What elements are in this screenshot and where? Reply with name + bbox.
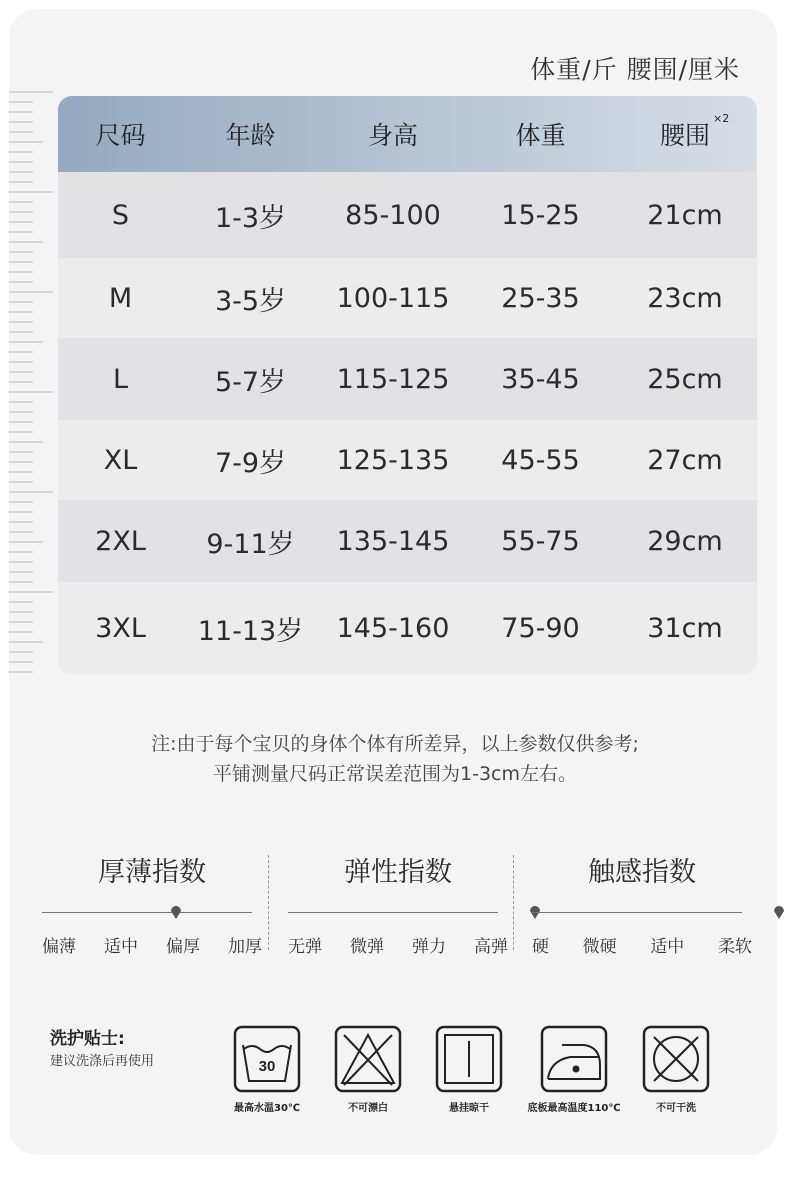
- table-cell: L: [112, 363, 129, 395]
- table-cell: 3-5岁: [214, 285, 287, 317]
- table-cell: M: [108, 282, 133, 314]
- pin-icon: [529, 906, 541, 920]
- care-label: 底板最高温度110℃: [527, 1103, 621, 1114]
- table-cell: 45-55: [501, 444, 580, 476]
- note-line-2: 平铺测量尺码正常误差范围为1-3cm左右。: [213, 763, 577, 785]
- table-cell: 15-25: [501, 199, 580, 231]
- thickness-index: [42, 850, 262, 957]
- thickness-label: 偏薄: [42, 937, 76, 957]
- care-label: 悬挂晾干: [449, 1103, 489, 1114]
- elasticity-scale-line: [288, 912, 498, 913]
- table-cell: 2XL: [95, 525, 146, 557]
- touch-label: 硬: [532, 937, 549, 957]
- care-label: 最高水温30℃: [233, 1103, 301, 1114]
- table-cell: 27cm: [647, 444, 723, 476]
- table-cell: 135-145: [336, 525, 450, 557]
- care-title: 洗护贴士:: [50, 1029, 125, 1049]
- elasticity-title: 弹性指数: [344, 857, 452, 888]
- table-row: [58, 172, 757, 258]
- thickness-scale-line: [42, 912, 252, 913]
- table-cell: 25-35: [501, 282, 580, 314]
- thickness-label: 加厚: [228, 937, 262, 957]
- no-dry-clean-icon: [642, 1025, 710, 1093]
- header-size: 尺码: [95, 121, 146, 150]
- care-subtitle: 建议洗涤后再使用: [50, 1054, 155, 1069]
- table-cell: XL: [103, 444, 138, 476]
- touch-label: 微硬: [582, 937, 617, 957]
- header-height: 身高: [367, 121, 418, 150]
- elasticity-label: 高弹: [474, 937, 508, 957]
- hang-dry-icon: [435, 1025, 503, 1093]
- unit-label: 体重/斤 腰围/厘米: [530, 55, 740, 84]
- table-cell: 115-125: [336, 363, 450, 395]
- table-cell: 55-75: [501, 525, 580, 557]
- table-cell: 23cm: [647, 282, 723, 314]
- table-cell: 29cm: [647, 525, 723, 557]
- care-label: 不可干洗: [656, 1103, 696, 1114]
- header-weight: 体重: [515, 121, 566, 150]
- table-cell: 125-135: [336, 444, 450, 476]
- iron-110-icon: [540, 1025, 608, 1093]
- touch-title: 触感指数: [588, 857, 696, 888]
- elasticity-label: 弹力: [412, 937, 446, 957]
- table-cell: 21cm: [647, 199, 723, 231]
- elasticity-index: [288, 850, 508, 957]
- touch-label: 柔软: [717, 937, 752, 957]
- divider: [268, 855, 269, 950]
- table-header: [58, 96, 757, 172]
- table-cell: S: [111, 199, 130, 231]
- thickness-title: 厚薄指数: [98, 857, 206, 888]
- note-line-1: 注:由于每个宝贝的身体个体有所差异，以上参数仅供参考;: [151, 733, 639, 755]
- header-age: 年龄: [225, 121, 276, 150]
- table-cell: 25cm: [647, 363, 723, 395]
- table-row: [58, 338, 757, 420]
- thickness-label: 适中: [104, 937, 138, 957]
- pin-icon: [773, 906, 785, 920]
- divider: [513, 855, 514, 950]
- touch-scale-line: [532, 912, 742, 913]
- touch-index: [532, 850, 752, 957]
- table-cell: 9-11岁: [206, 528, 295, 560]
- pin-icon: [170, 906, 182, 920]
- table-cell: 100-115: [336, 282, 450, 314]
- table-cell: 1-3岁: [214, 202, 287, 234]
- table-cell: 75-90: [501, 612, 580, 644]
- waist-superscript: ×2: [713, 112, 730, 125]
- table-row: [58, 258, 757, 338]
- table-cell: 31cm: [647, 612, 723, 644]
- table-cell: 3XL: [95, 612, 146, 644]
- elasticity-label: 微弹: [350, 937, 384, 957]
- thickness-label: 偏厚: [166, 937, 200, 957]
- wash-30-icon: [233, 1025, 301, 1093]
- table-row: [58, 420, 757, 500]
- table-row: [58, 500, 757, 582]
- table-row: [58, 582, 757, 674]
- touch-label: 适中: [650, 937, 685, 957]
- no-bleach-icon: [334, 1025, 402, 1093]
- size-table: [58, 96, 757, 674]
- wash-temp-text: 30: [258, 1058, 276, 1075]
- care-label: 不可漂白: [348, 1103, 388, 1114]
- table-cell: 11-13岁: [197, 615, 304, 647]
- elasticity-label: 无弹: [288, 937, 322, 957]
- table-cell: 145-160: [336, 612, 450, 644]
- table-cell: 35-45: [501, 363, 580, 395]
- table-cell: 85-100: [345, 199, 441, 231]
- ruler-decoration: [9, 90, 55, 675]
- header-waist: 腰围 ×2: [659, 112, 730, 150]
- table-cell: 7-9岁: [214, 447, 287, 479]
- table-cell: 5-7岁: [214, 366, 287, 398]
